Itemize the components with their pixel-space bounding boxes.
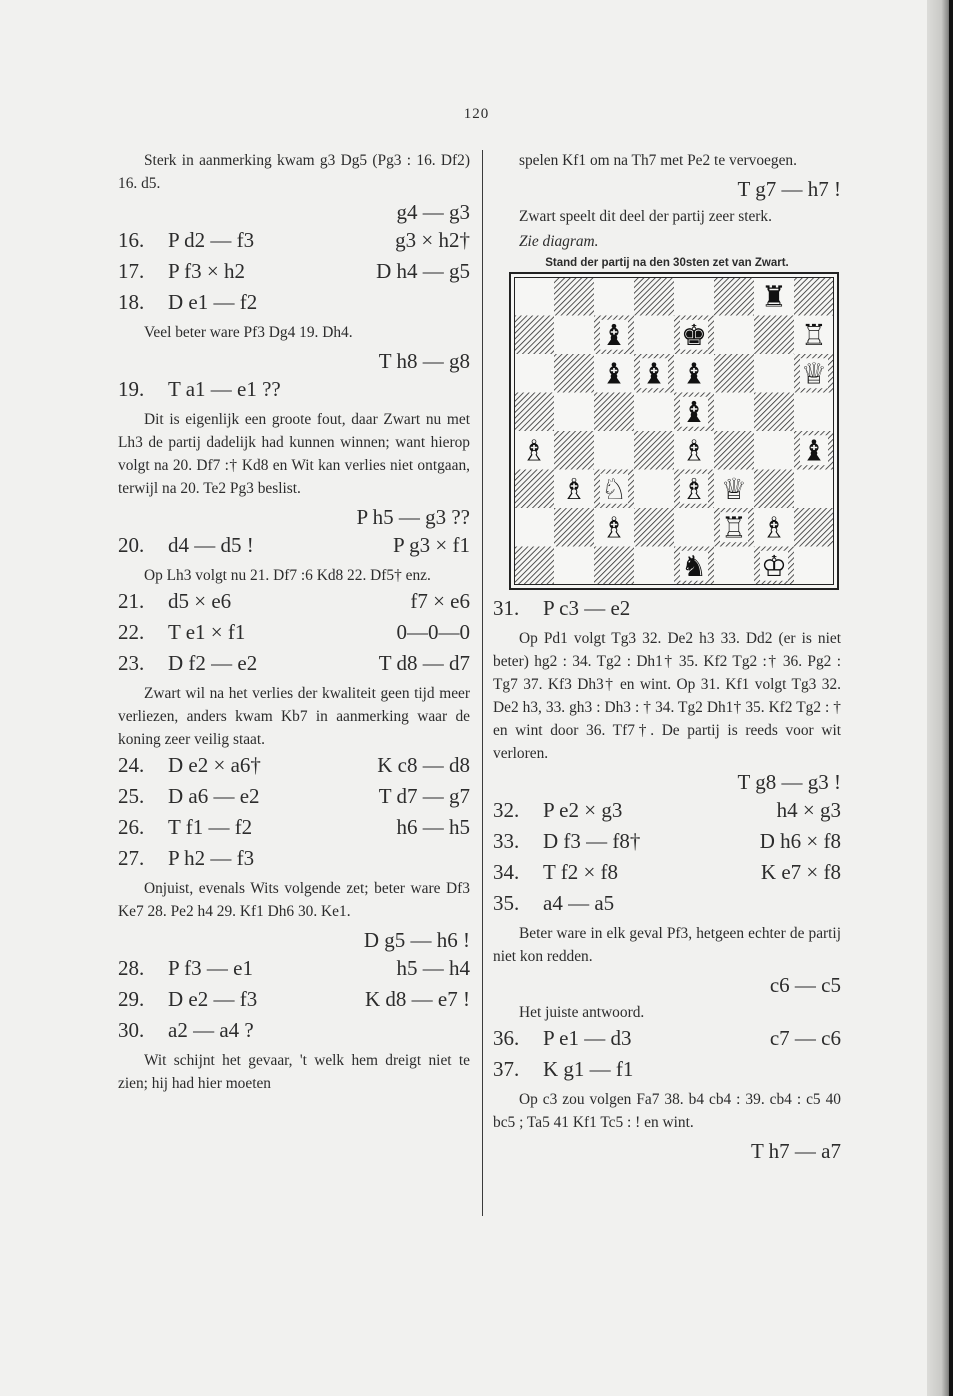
light-square	[554, 393, 594, 432]
black-move: P h5 — g3 ??	[356, 505, 470, 529]
white-move: d5 × e6	[168, 589, 232, 613]
dark-square	[554, 277, 594, 316]
commentary-paragraph: Op c3 zou volgen Fa7 38. b4 cb4 : 39. cb4 : c5 40 bc5 ; Ta5 41 Kf1 Tc5 : ! en wint.	[493, 1091, 841, 1131]
dark-square	[594, 393, 634, 432]
move-number: 27.	[118, 846, 145, 870]
light-square	[594, 277, 634, 316]
light-square	[754, 354, 794, 393]
white-move: T f1 — f2	[168, 815, 253, 839]
black-move: h6 — h5	[396, 815, 470, 839]
dark-square	[714, 277, 754, 316]
black-move: T g8 — g3 !	[737, 770, 841, 794]
move-row	[493, 891, 841, 922]
move-row	[493, 1026, 841, 1057]
commentary-paragraph: Op Pd1 volgt Tg3 32. De2 h3 33. Dd2 (er is niet beter) hg2 : 34. Tg2 : Dh1† 35. Kf2 Tg2 :† 36. Pg2 : Tg7 37. Kf3 Dh3† en wint. Op 31. Kf1 volgt Tg3 32. De2 h3, 33. gh3 : Dh3 : † 34. Tg2 Dh1† 35. Kf2 Tg2 : † en wint door 36. Tf7†. De partij is reeds voor wit verloren.	[493, 630, 841, 762]
black-rook-icon: ♜	[761, 279, 787, 314]
move-number: 19.	[118, 377, 145, 401]
light-square	[514, 508, 554, 547]
white-bishop-icon: ♗	[761, 510, 787, 545]
black-move: f7 × e6	[410, 589, 470, 613]
move-row	[118, 846, 470, 877]
white-king-icon: ♔	[761, 548, 787, 583]
move-number: 18.	[118, 290, 145, 314]
dark-square	[754, 316, 794, 355]
diagram-caption: Stand der partij na den 30sten zet van Zwart.	[545, 257, 789, 269]
light-square	[794, 393, 834, 432]
move-row	[118, 784, 470, 815]
black-move: T d7 — g7	[378, 784, 470, 808]
white-knight-icon: ♘	[601, 471, 627, 506]
black-move: h5 — h4	[396, 956, 470, 980]
black-bishop-icon: ♝	[681, 356, 707, 391]
white-move: D e2 × a6†	[168, 753, 261, 777]
dark-square	[794, 277, 834, 316]
white-move: a4 — a5	[543, 891, 615, 915]
light-square	[714, 547, 754, 586]
black-move: K d8 — e7 !	[365, 987, 470, 1011]
move-number: 33.	[493, 829, 520, 853]
light-square	[754, 431, 794, 470]
right-column-top	[493, 149, 841, 253]
light-square	[794, 547, 834, 586]
dark-square	[514, 393, 554, 432]
black-move: K e7 × f8	[760, 860, 841, 884]
white-move: K g1 — f1	[543, 1057, 634, 1081]
white-rook-icon: ♖	[801, 317, 827, 352]
white-rook-icon: ♖	[721, 510, 747, 545]
dark-square	[554, 354, 594, 393]
move-row	[118, 956, 470, 987]
move-row	[118, 589, 470, 620]
dark-square	[714, 354, 754, 393]
commentary-paragraph: Zie diagram.	[519, 233, 599, 250]
move-number: 22.	[118, 620, 145, 644]
white-move: T f2 × f8	[543, 860, 619, 884]
white-move: P h2 — f3	[168, 846, 255, 870]
white-move: P c3 — e2	[543, 596, 631, 620]
commentary-paragraph: Het juiste antwoord.	[519, 1004, 645, 1021]
black-move: T g7 — h7 !	[737, 177, 841, 201]
light-square	[674, 508, 714, 547]
move-number: 31.	[493, 596, 520, 620]
light-square	[634, 316, 674, 355]
light-square	[514, 354, 554, 393]
black-king-icon: ♚	[681, 317, 707, 352]
black-move: c6 — c5	[769, 973, 841, 997]
dark-square	[714, 431, 754, 470]
white-bishop-icon: ♗	[681, 433, 707, 468]
black-move: T h8 — g8	[378, 349, 470, 373]
move-number: 29.	[118, 987, 145, 1011]
binding-edge	[949, 0, 953, 1396]
dark-square	[554, 508, 594, 547]
column-divider	[482, 150, 483, 1216]
white-move: T a1 — e1 ??	[168, 377, 281, 401]
black-move: D g5 — h6 !	[363, 928, 470, 952]
light-square	[634, 393, 674, 432]
right-column-bottom	[493, 596, 841, 1167]
move-row	[118, 259, 470, 290]
white-move: a2 — a4 ?	[168, 1018, 254, 1042]
dark-square	[594, 547, 634, 586]
light-square	[634, 547, 674, 586]
black-move: D h6 × f8	[759, 829, 841, 853]
white-move: P e1 — d3	[543, 1026, 632, 1050]
move-number: 32.	[493, 798, 520, 822]
black-bishop-icon: ♝	[641, 356, 667, 391]
dark-square	[514, 316, 554, 355]
dark-square	[554, 431, 594, 470]
light-square	[554, 547, 594, 586]
dark-square	[754, 393, 794, 432]
light-square	[634, 470, 674, 509]
move-number: 23.	[118, 651, 145, 675]
dark-square	[514, 547, 554, 586]
dark-square	[754, 470, 794, 509]
white-move: P f3 — e1	[168, 956, 253, 980]
move-row	[493, 596, 841, 627]
white-move: P e2 × g3	[543, 798, 623, 822]
white-move: T e1 × f1	[168, 620, 246, 644]
commentary-paragraph: Wit schijnt het gevaar, 't welk hem dreigt niet te zien; hij had hier moeten	[118, 1052, 470, 1092]
black-move: D h4 — g5	[376, 259, 470, 283]
white-queen-icon: ♕	[801, 356, 827, 391]
move-row	[118, 987, 470, 1018]
commentary-paragraph: Sterk in aanmerking kwam g3 Dg5 (Pg3 : 16. Df2) 16. d5.	[118, 152, 470, 192]
white-move: d4 — d5 !	[168, 533, 254, 557]
white-move: D e2 — f3	[168, 987, 258, 1011]
white-move: D f3 — f8†	[543, 829, 641, 853]
black-move: g3 × h2†	[395, 228, 470, 252]
move-row	[118, 533, 470, 564]
commentary-paragraph: spelen Kf1 om na Th7 met Pe2 te vervoegen.	[519, 152, 797, 169]
black-bishop-icon: ♝	[601, 356, 627, 391]
left-column	[118, 149, 470, 1097]
move-number: 37.	[493, 1057, 520, 1081]
move-row	[118, 228, 470, 259]
move-number: 24.	[118, 753, 145, 777]
move-number: 35.	[493, 891, 520, 915]
commentary-paragraph: Dit is eigenlijk een groote fout, daar Zwart nu met Lh3 de partij dadelijk had kunnen winnen; want hierop volgt na 20. Df7 :† Kd8 en Wit kan verlies niet ontgaan, terwijl na 20. Te2 Pg3 beslist.	[118, 411, 470, 497]
black-move: h4 × g3	[776, 798, 841, 822]
move-row	[118, 1018, 470, 1049]
commentary-paragraph: Veel beter ware Pf3 Dg4 19. Dh4.	[144, 324, 353, 341]
move-row	[118, 290, 470, 321]
white-move: D e1 — f2	[168, 290, 258, 314]
move-number: 25.	[118, 784, 145, 808]
move-row	[118, 651, 470, 682]
dark-square	[514, 470, 554, 509]
move-row	[493, 1057, 841, 1088]
move-row	[493, 829, 841, 860]
commentary-paragraph: Op Lh3 volgt nu 21. Df7 :6 Kd8 22. Df5† enz.	[144, 567, 431, 584]
dark-square	[634, 431, 674, 470]
black-bishop-icon: ♝	[801, 433, 827, 468]
move-row	[118, 753, 470, 784]
dark-square	[634, 277, 674, 316]
dark-square	[634, 508, 674, 547]
move-row	[118, 620, 470, 651]
move-row	[493, 860, 841, 891]
move-number: 26.	[118, 815, 145, 839]
page-number: 120	[463, 106, 490, 122]
commentary-paragraph: Zwart speelt dit deel der partij zeer sterk.	[519, 208, 772, 225]
move-number: 21.	[118, 589, 145, 613]
white-move: P f3 × h2	[168, 259, 245, 283]
move-number: 20.	[118, 533, 145, 557]
light-square	[594, 431, 634, 470]
move-number: 30.	[118, 1018, 145, 1042]
black-move: K c8 — d8	[377, 753, 470, 777]
light-square	[554, 316, 594, 355]
white-move: D a6 — e2	[168, 784, 260, 808]
commentary-paragraph: Onjuist, evenals Wits volgende zet; beter ware Df3 Ke7 28. Pe2 h4 29. Kf1 Dh6 30. Ke1.	[118, 880, 470, 920]
move-number: 28.	[118, 956, 145, 980]
light-square	[714, 393, 754, 432]
black-move: g4 — g3	[396, 200, 470, 224]
white-queen-icon: ♕	[721, 471, 747, 506]
black-move: 0—0—0	[396, 620, 470, 644]
chess-board	[514, 277, 834, 585]
white-move: D f2 — e2	[168, 651, 258, 675]
black-move: T h7 — a7	[750, 1139, 841, 1163]
move-number: 17.	[118, 259, 145, 283]
light-square	[674, 277, 714, 316]
white-bishop-icon: ♗	[561, 471, 587, 506]
black-knight-icon: ♞	[681, 548, 707, 583]
move-row	[118, 815, 470, 846]
right-column	[493, 149, 841, 1167]
white-bishop-icon: ♗	[681, 471, 707, 506]
commentary-paragraph: Zwart wil na het verlies der kwaliteit geen tijd meer verliezen, anders kwam Kb7 in aanmerking waar de koning zeer veilig staat.	[118, 685, 470, 748]
move-row	[118, 377, 470, 408]
move-number: 34.	[493, 860, 520, 884]
dark-square	[794, 508, 834, 547]
commentary-paragraph: Beter ware in elk geval Pf3, hetgeen echter de partij niet kon redden.	[493, 925, 841, 965]
black-bishop-icon: ♝	[601, 317, 627, 352]
black-move: T d8 — d7	[378, 651, 470, 675]
chess-diagram	[509, 272, 839, 590]
white-bishop-icon: ♗	[521, 433, 547, 468]
move-number: 36.	[493, 1026, 520, 1050]
light-square	[794, 470, 834, 509]
move-row	[493, 798, 841, 829]
black-bishop-icon: ♝	[681, 394, 707, 429]
move-number: 16.	[118, 228, 145, 252]
light-square	[714, 316, 754, 355]
white-move: P d2 — f3	[168, 228, 255, 252]
black-move: P g3 × f1	[393, 533, 470, 557]
black-move: c7 — c6	[769, 1026, 841, 1050]
light-square	[514, 277, 554, 316]
white-bishop-icon: ♗	[601, 510, 627, 545]
